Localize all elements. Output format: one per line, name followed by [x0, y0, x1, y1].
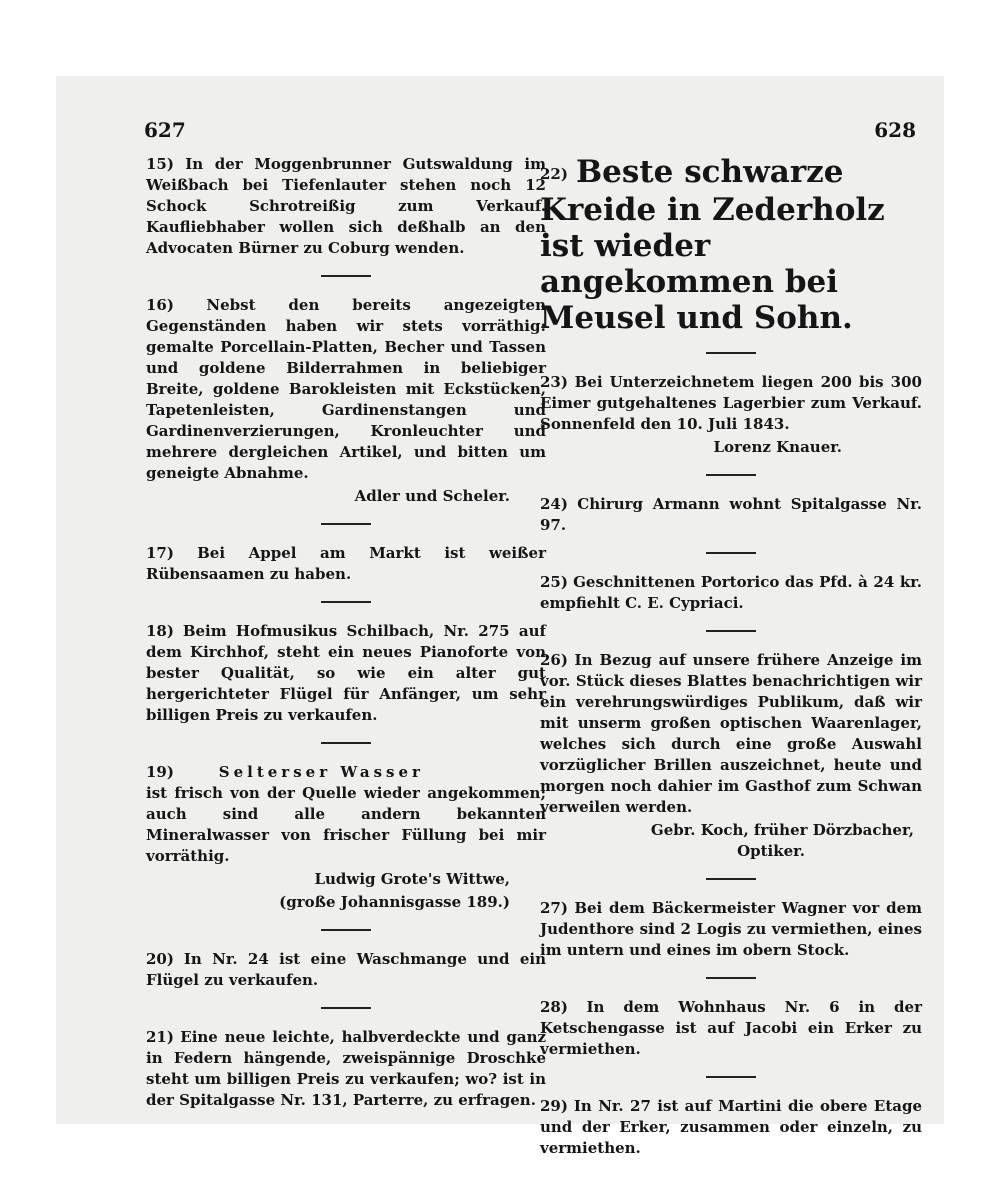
- advertisement-22: [540, 154, 922, 336]
- separator-rule: [321, 275, 371, 277]
- ad-text: In der Moggenbrunner Gutswaldung im Weißbach bei Tiefenlauter stehen noch 12 Schock Schrotreißig zum Verkauf. Kaufliebhaber wollen sich deßhalb an den Advocaten Bürner zu Coburg wenden.: [146, 155, 546, 257]
- ad-text: Bei Unterzeichnetem liegen 200 bis 300 Eimer gutgehaltenes Lagerbier zum Verkauf. Sonnenfeld den 10. Juli 1843.: [540, 372, 922, 433]
- ad-number: 16): [146, 296, 174, 314]
- advertisement-25: [540, 572, 922, 614]
- ad-text: Eine neue leichte, halbverdeckte und ganz in Federn hängende, zweispännige Droschke steht um billigen Preis zu verkaufen; wo? ist in der Spitalgasse Nr. 131, Parterre, zu erfragen.: [146, 1028, 546, 1109]
- advertisement-17: [146, 543, 546, 585]
- ad-text: In dem Wohnhaus Nr. 6 in der Ketschengasse ist auf Jacobi ein Erker zu vermiethen.: [540, 997, 922, 1058]
- ad-signature: Adler und Scheler.: [354, 487, 510, 505]
- ad-text: Nebst den bereits angezeigten Gegenständen haben wir stets vorräthig: gemalte Porcellain-Platten, Becher und Tassen und goldene Bilderrahmen in beliebiger Breite, goldene Barokleisten mit Eckstücken, Tapetenleisten, Gardinenstangen und Gardinenverzierungen, Kronleuchter und mehrere dergleichen Artikel, und bitten um geneigte Abnahme.: [146, 296, 546, 482]
- advertisement-27: [540, 898, 922, 961]
- separator-rule: [321, 742, 371, 744]
- ad-number: 17): [146, 544, 174, 562]
- separator-rule: [321, 929, 371, 931]
- ad-text: Bei Appel am Markt ist weißer Rübensaamen zu haben.: [146, 544, 546, 583]
- separator-rule: [321, 1007, 371, 1009]
- ad-text: Bei dem Bäckermeister Wagner vor dem Judenthore sind 2 Logis zu vermiethen, eines im untern und eines im obern Stock.: [540, 898, 922, 959]
- separator-rule: [321, 601, 371, 603]
- ad-number: 18): [146, 622, 174, 640]
- ad-address: (große Johannisgasse 189.): [279, 893, 510, 911]
- advertisement-15: [146, 154, 546, 259]
- ad-number: 21): [146, 1028, 174, 1046]
- ad-text: ist frisch von der Quelle wieder angekommen; auch sind alle andern bekannten Mineralwasser von frischer Füllung bei mir vorräthig.: [146, 784, 546, 865]
- advertisement-16: [146, 295, 546, 484]
- advertisement-20: [146, 949, 546, 991]
- separator-rule: [706, 977, 756, 979]
- ad-text: In Nr. 27 ist auf Martini die obere Etage und der Erker, zusammen oder einzeln, zu vermiethen.: [540, 1096, 922, 1157]
- left-column: [146, 154, 546, 1111]
- ad-number: 19): [146, 763, 174, 781]
- ad-number: 26): [540, 650, 568, 669]
- ad-number: 29): [540, 1096, 568, 1115]
- separator-rule: [706, 352, 756, 354]
- ad-text: Geschnittenen Portorico das Pfd. à 24 kr. empfiehlt C. E. Cypriaci.: [540, 572, 922, 612]
- headline-text: Beste schwarze Kreide in Zederholz ist wieder angekommen bei Meusel und Sohn.: [540, 154, 885, 336]
- ad-signature: Gebr. Koch, früher Dörzbacher,: [650, 820, 914, 839]
- ad-number: 25): [540, 572, 568, 591]
- advertisement-28: [540, 997, 922, 1060]
- ad-number: 22): [540, 164, 568, 183]
- ad-number: 23): [540, 372, 568, 391]
- right-column: [540, 154, 922, 1159]
- separator-rule: [706, 630, 756, 632]
- advertisement-21: [146, 1027, 546, 1111]
- page-number-right: 628: [874, 118, 916, 142]
- ad-number: 27): [540, 898, 568, 917]
- ad-text: Chirurg Armann wohnt Spitalgasse Nr. 97.: [540, 494, 922, 534]
- newspaper-sheet: [56, 76, 944, 1157]
- advertisement-19: [146, 762, 546, 867]
- ad-trade: Optiker.: [737, 841, 805, 860]
- advertisement-23: [540, 372, 922, 435]
- ad-title: Selterser Wasser: [218, 763, 424, 781]
- advertisement-18: [146, 621, 546, 726]
- page-number-left: 627: [144, 118, 186, 142]
- advertisement-24: [540, 494, 922, 536]
- ad-text: In Bezug auf unsere frühere Anzeige im vor. Stück dieses Blattes benachrichtigen wir ein verehrungswürdiges Publikum, daß wir mit unserm großen optischen Waarenlager, welches sich durch eine große Auswahl vorzüglicher Brillen auszeichnet, heute und morgen noch dahier im Gasthof zum Schwan verweilen werden.: [540, 650, 922, 816]
- ad-text: In Nr. 24 ist eine Waschmange und ein Flügel zu verkaufen.: [146, 950, 546, 989]
- ad-signature: Ludwig Grote's Wittwe,: [314, 870, 510, 888]
- separator-rule: [706, 552, 756, 554]
- ad-signature: Lorenz Knauer.: [713, 437, 842, 456]
- separator-rule: [321, 523, 371, 525]
- advertisement-29: [540, 1096, 922, 1159]
- separator-rule: [706, 878, 756, 880]
- ad-number: 20): [146, 950, 174, 968]
- ad-number: 15): [146, 155, 174, 173]
- separator-rule: [706, 474, 756, 476]
- advertisement-26: [540, 650, 922, 818]
- ad-number: 24): [540, 494, 568, 513]
- separator-rule: [706, 1076, 756, 1078]
- ad-text: Beim Hofmusikus Schilbach, Nr. 275 auf dem Kirchhof, steht ein neues Pianoforte von bester Qualität, so wie ein alter gut hergerichteter Flügel für Anfänger, um sehr billigen Preis zu verkaufen.: [146, 622, 546, 724]
- ad-number: 28): [540, 997, 568, 1016]
